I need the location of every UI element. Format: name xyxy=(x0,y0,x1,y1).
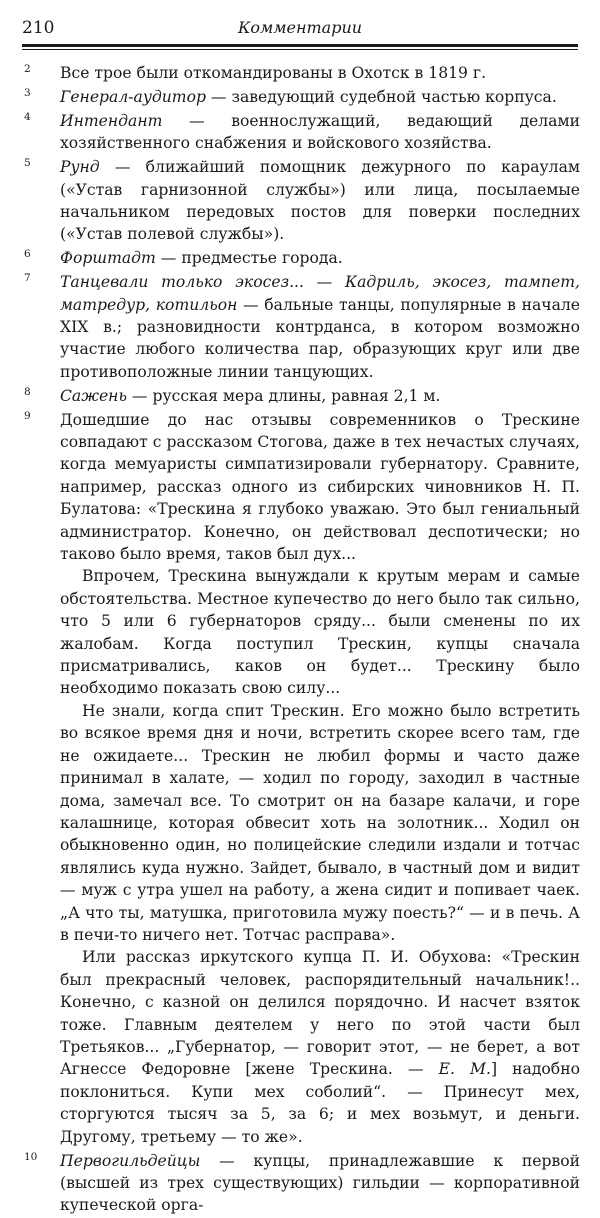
note-paragraph xyxy=(60,110,580,155)
note-number: 3 xyxy=(24,86,31,99)
italic-term: Первогильдейцы xyxy=(60,1151,201,1170)
note-paragraph xyxy=(60,385,580,407)
header-rule-thick xyxy=(22,44,578,47)
italic-term: Сажень xyxy=(60,386,127,405)
note-paragraph xyxy=(60,156,580,246)
note-number: 5 xyxy=(24,157,31,170)
note-paragraph xyxy=(60,565,580,699)
italic-term: Форштадт xyxy=(60,249,156,268)
italic-term: Рунд xyxy=(60,158,100,177)
note-paragraph xyxy=(60,700,580,946)
text-run: Все трое были откомандированы в Охотск в 1819 г. xyxy=(60,64,487,82)
note-6 xyxy=(24,247,580,269)
italic-term: Генерал-аудитор xyxy=(60,87,206,106)
italic-term: Танцевали только экосез... xyxy=(60,273,304,292)
note-paragraph xyxy=(60,271,580,383)
note-paragraph xyxy=(60,409,580,566)
text-run: Дошедшие до нас отзывы современников о Трескине совпадают с рассказом Стогова, даже в тех нечастых случаях, когда мемуаристы симпатизировали губернатору. Сравните, например, рассказ одного из сибирских чиновников Н. П. Булатова: «Трескина я глубоко уважаю. Это был гениальный администратор. Конечно, он действовал деспотически; но таково было время, таков был дух... xyxy=(60,410,580,564)
text-run: — ближайший помощник дежурного по караулам («Устав гарнизонной службы») или лица, посылаемые начальником передовых постов для поверки последних («Устав полевой службы»). xyxy=(60,158,580,244)
note-7 xyxy=(24,271,580,383)
text-run: — xyxy=(303,273,346,292)
note-paragraph xyxy=(60,946,580,1148)
note-3 xyxy=(24,86,580,108)
note-number: 7 xyxy=(24,272,31,285)
page-number: 210 xyxy=(22,18,55,38)
italic-term: Кадриль, экосез, тампет, матредур, котильон xyxy=(60,273,581,314)
note-number: 10 xyxy=(24,1150,38,1163)
note-number: 9 xyxy=(24,409,31,422)
note-paragraph xyxy=(60,1150,580,1217)
note-4 xyxy=(24,110,580,155)
note-10 xyxy=(24,1150,580,1217)
text-run: — военнослужащий, ведающий делами хозяйственного снабжения и войскового хозяйства. xyxy=(60,111,580,153)
note-9 xyxy=(24,409,580,1148)
commentary-notes xyxy=(24,62,580,1218)
text-run: Не знали, когда спит Трескин. Его можно было встретить во всякое время дня и ночи, встретить скорее всего там, где не ожидаете... Трескин не любил формы и часто даже принимал в халате, — ходил по городу, заходил в частные дома, замечал все. То смотрит он на базаре калачи, и горе калашнице, которая обвесит хоть на золотник... Ходил он обыкновенно один, но полицейские следили издали и тотчас являлись куда нужно. Зайдет, бывало, в частный дом и видит — муж с утра ушел на работу, а жена сидит и попивает чаек. „А что ты, матушка, приготовила мужу поесть?“ — и в печь. А в печи-то ничего нет. Тотчас расправа». xyxy=(60,701,580,944)
text-run: — заведующий судебной частью корпуса. xyxy=(205,87,557,106)
note-2 xyxy=(24,62,580,84)
text-run: — бальные танцы, популярные в начале XIX в.; разновидности контрданса, в котором возможно участие любого количества пар, образующих круг или две противоположные линии танцующих. xyxy=(60,295,581,381)
text-run: — купцы, принадлежавшие к первой (высшей из трех существующих) гильдии — корпоративной купеческой орга- xyxy=(60,1151,580,1215)
note-8 xyxy=(24,385,580,407)
note-5 xyxy=(24,156,580,246)
text-run: — предместье города. xyxy=(155,249,343,268)
note-paragraph xyxy=(60,62,580,84)
text-run: Или рассказ иркутского купца П. И. Обухова: «Трескин был прекрасный человек, распорядительный начальник!.. Конечно, с казной он делился порядочно. И насчет взяток тоже. Главным деятелем у него по этой части был Третьяков... „Губернатор, — говорит этот, — не берет, а вот Агнессе Федоровне [жене Трескина. — xyxy=(60,948,580,1079)
header-rule-thin xyxy=(22,49,578,50)
note-number: 2 xyxy=(24,63,31,75)
note-number: 4 xyxy=(24,110,31,123)
italic-term: Е. М. xyxy=(438,1060,491,1079)
note-paragraph xyxy=(60,247,580,269)
note-number: 6 xyxy=(24,248,31,261)
note-number: 8 xyxy=(24,385,31,398)
text-run: ] надобно поклониться. Купи мех соболий“. — Принесут мех, сторгуются тысяч за 5, за 6; и мех возьмут, и деньги. Другому, третьему — то же». xyxy=(60,1060,580,1146)
page-header xyxy=(22,18,578,40)
running-title: Комментарии xyxy=(237,18,363,37)
italic-term: Интендант xyxy=(60,111,163,130)
text-run: — русская мера длины, равная 2,1 м. xyxy=(126,386,441,405)
note-paragraph xyxy=(60,86,580,108)
text-run: Впрочем, Трескина вынуждали к крутым мерам и самые обстоятельства. Местное купечество до него было так сильно, что 5 или 6 губернаторов сряду... были сменены по их жалобам. Когда поступил Трескин, купцы сначала присматривались, каков он будет... Трескину было необходимо показать свою силу... xyxy=(60,567,580,698)
